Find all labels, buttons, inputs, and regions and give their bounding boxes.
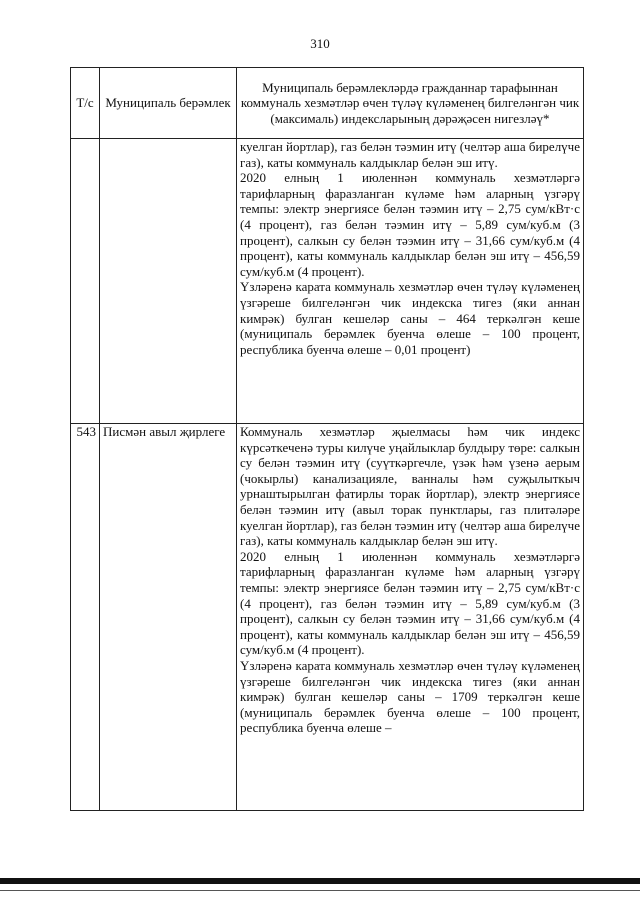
- table-row: [71, 139, 584, 424]
- row-municipality: Писмән авыл җирлеге: [100, 424, 237, 811]
- scan-edge-bar: [0, 878, 640, 884]
- table-row: [71, 424, 584, 811]
- scan-edge-line: [0, 890, 640, 891]
- paragraph: Үзләренә карата коммуналь хезмәтләр өчен түләү күләменең үзгәреше билгеләнгән чик индекска тигез (яки аннан кимрәк) булган кешеләр саны – 1709 теркәлгән кеше (муниципаль берәмлек буенча өлеше – 100 процент, республика буенча өлеше –: [240, 657, 580, 736]
- header-num: Т/с: [71, 68, 100, 139]
- table-header-row: [71, 68, 584, 139]
- municipal-table: [70, 67, 584, 811]
- row-municipality: [100, 139, 237, 424]
- row-justification: [237, 139, 584, 424]
- row-justification: [237, 424, 584, 811]
- page-number: 310: [310, 36, 330, 51]
- paragraph: куелган йортлар), газ белән тәэмин итү (челтәр аша бирелүче газ), каты коммуналь калдыклар белән эш итү.: [240, 139, 580, 170]
- paragraph: 2020 елның 1 июленнән коммуналь хезмәтләргә тарифларның фаразланган күләме һәм аларның үзгәрү темпы: электр энергиясе белән тәэмин итү – 2,75 сум/кВт·с (4 процент), газ белән тәэмин итү – 5,89 сум/куб.м (3 процент), салкын су белән тәэмин итү – 31,66 сум/куб.м (4 процент), каты коммуналь калдыклар белән эш итү – 456,59 сум/куб.м (4 процент).: [240, 170, 580, 279]
- paragraph: 2020 елның 1 июленнән коммуналь хезмәтләргә тарифларның фаразланган күләме һәм аларның үзгәрү темпы: электр энергиясе белән тәэмин итү – 2,75 сум/кВт·с (4 процент), газ белән тәэмин итү – 5,89 сум/куб.м (3 процент), салкын су белән тәэмин итү – 31,66 сум/куб.м (4 процент), каты коммуналь калдыклар белән эш итү – 456,59 сум/куб.м (4 процент).: [240, 548, 580, 658]
- paragraph: Коммуналь хезмәтләр җыелмасы һәм чик индекс күрсәткеченә туры килүче уңайлыклар булдыру төре: салкын су белән тәэмин итү (суүткәргечле, үзәк һәм үзенә аерым (чокырлы) канализацияле, ванналы һәм суҗылыткыч урнаштырылган фатирлы торак йортлар), электр энергиясе белән тәэмин итү (авыл торак пунктлары, газ плитәләре куелган йортлар), газ белән тәэмин итү (челтәр аша бирелүче газ), каты коммуналь калдыклар белән эш итү.: [240, 424, 580, 549]
- row-number: 543: [71, 424, 100, 811]
- header-justification: Муниципаль берәмлекләрдә гражданнар тарафыннан коммуналь хезмәтләр өчен түләү күләменең билгеләнгән чик (максималь) индексларының дәрәҗәсен нигезләү*: [237, 68, 584, 139]
- row-number: [71, 139, 100, 424]
- header-municipality: Муниципаль берәмлек: [100, 68, 237, 139]
- paragraph: Үзләренә карата коммуналь хезмәтләр өчен түләү күләменең үзгәреше билгеләнгән чик индекска тигез (яки аннан кимрәк) булган кешеләр саны – 464 теркәлгән кеше (муниципаль берәмлек буенча өлеше – 100 процент, республика буенча өлеше – 0,01 процент): [240, 279, 580, 357]
